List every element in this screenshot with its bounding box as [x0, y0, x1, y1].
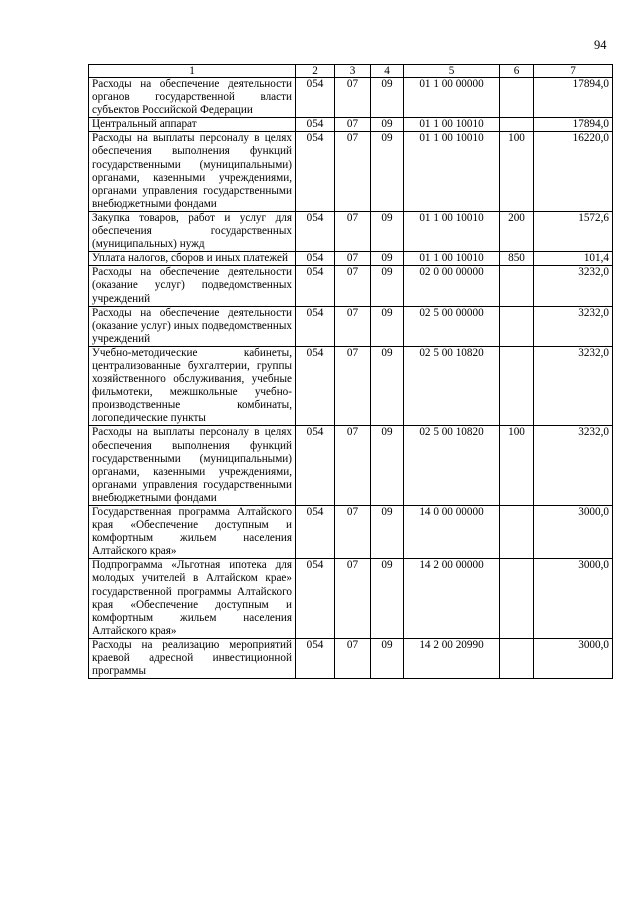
budget-table	[88, 64, 613, 679]
row-name-cell: Уплата налогов, сборов и иных платежей	[89, 252, 296, 266]
column-number: 3	[335, 65, 371, 78]
expense-type-cell	[500, 306, 534, 346]
table-row	[89, 118, 613, 132]
row-name-cell: Закупка товаров, работ и услуг для обеспечения государственных (муниципальных) нужд	[89, 211, 296, 251]
table-row	[89, 638, 613, 678]
subsection-code-cell: 09	[371, 266, 404, 306]
subsection-code-cell: 09	[371, 78, 404, 118]
row-name-cell: Центральный аппарат	[89, 118, 296, 132]
table-row	[89, 506, 613, 559]
ministry-code-cell: 054	[296, 78, 335, 118]
target-article-cell: 14 2 00 20990	[404, 638, 500, 678]
section-code-cell: 07	[335, 211, 371, 251]
expense-type-cell	[500, 118, 534, 132]
expense-type-cell: 100	[500, 426, 534, 506]
section-code-cell: 07	[335, 638, 371, 678]
expense-type-cell	[500, 506, 534, 559]
section-code-cell: 07	[335, 306, 371, 346]
row-name-cell: Расходы на выплаты персоналу в целях обеспечения выполнения функций государственными (муниципальными) органами, казенными учреждениями, органами управления государственными внебюджетными фондами	[89, 132, 296, 212]
amount-cell: 1572,6	[534, 211, 613, 251]
target-article-cell: 01 1 00 00000	[404, 78, 500, 118]
subsection-code-cell: 09	[371, 252, 404, 266]
ministry-code-cell: 054	[296, 118, 335, 132]
section-code-cell: 07	[335, 132, 371, 212]
section-code-cell: 07	[335, 346, 371, 426]
target-article-cell: 02 5 00 10820	[404, 426, 500, 506]
target-article-cell: 01 1 00 10010	[404, 118, 500, 132]
target-article-cell: 02 5 00 00000	[404, 306, 500, 346]
section-code-cell: 07	[335, 506, 371, 559]
subsection-code-cell: 09	[371, 211, 404, 251]
ministry-code-cell: 054	[296, 346, 335, 426]
subsection-code-cell: 09	[371, 346, 404, 426]
row-name-cell: Государственная программа Алтайского края «Обеспечение доступным и комфортным жильем населения Алтайского края»	[89, 506, 296, 559]
section-code-cell: 07	[335, 252, 371, 266]
table-row	[89, 306, 613, 346]
subsection-code-cell: 09	[371, 426, 404, 506]
ministry-code-cell: 054	[296, 266, 335, 306]
ministry-code-cell: 054	[296, 211, 335, 251]
expense-type-cell	[500, 559, 534, 639]
column-number-row	[89, 65, 613, 78]
ministry-code-cell: 054	[296, 638, 335, 678]
row-name-cell: Расходы на выплаты персоналу в целях обеспечения выполнения функций государственными (муниципальными) органами, казенными учреждениями, органами управления государственными внебюджетными фондами	[89, 426, 296, 506]
table-row	[89, 266, 613, 306]
row-name-cell: Расходы на обеспечение деятельности (оказание услуг) подведомственных учреждений	[89, 266, 296, 306]
table-row	[89, 559, 613, 639]
amount-cell: 3000,0	[534, 506, 613, 559]
row-name-cell: Учебно-методические кабинеты, централизованные бухгалтерии, группы хозяйственного обслуживания, учебные фильмотеки, межшкольные учебно-производственные комбинаты, логопедические пункты	[89, 346, 296, 426]
amount-cell: 17894,0	[534, 118, 613, 132]
ministry-code-cell: 054	[296, 506, 335, 559]
expense-type-cell	[500, 346, 534, 426]
table-row	[89, 346, 613, 426]
column-number: 7	[534, 65, 613, 78]
column-number: 4	[371, 65, 404, 78]
expense-type-cell: 100	[500, 132, 534, 212]
subsection-code-cell: 09	[371, 132, 404, 212]
page-number: 94	[594, 38, 607, 52]
ministry-code-cell: 054	[296, 306, 335, 346]
section-code-cell: 07	[335, 118, 371, 132]
row-name-cell: Подпрограмма «Льготная ипотека для молодых учителей в Алтайском крае» государственной программы Алтайского края «Обеспечение доступным и комфортным жильем населения Алтайского края»	[89, 559, 296, 639]
target-article-cell: 01 1 00 10010	[404, 252, 500, 266]
amount-cell: 3232,0	[534, 306, 613, 346]
expense-type-cell: 850	[500, 252, 534, 266]
target-article-cell: 02 0 00 00000	[404, 266, 500, 306]
column-number: 2	[296, 65, 335, 78]
table-row	[89, 252, 613, 266]
amount-cell: 3000,0	[534, 559, 613, 639]
table-row	[89, 132, 613, 212]
amount-cell: 16220,0	[534, 132, 613, 212]
expense-type-cell	[500, 78, 534, 118]
target-article-cell: 01 1 00 10010	[404, 132, 500, 212]
ministry-code-cell: 054	[296, 426, 335, 506]
ministry-code-cell: 054	[296, 252, 335, 266]
target-article-cell: 14 2 00 00000	[404, 559, 500, 639]
ministry-code-cell: 054	[296, 559, 335, 639]
amount-cell: 3000,0	[534, 638, 613, 678]
subsection-code-cell: 09	[371, 118, 404, 132]
column-number: 6	[500, 65, 534, 78]
section-code-cell: 07	[335, 426, 371, 506]
target-article-cell: 14 0 00 00000	[404, 506, 500, 559]
amount-cell: 3232,0	[534, 266, 613, 306]
expense-type-cell	[500, 638, 534, 678]
table-row	[89, 426, 613, 506]
amount-cell: 17894,0	[534, 78, 613, 118]
target-article-cell: 01 1 00 10010	[404, 211, 500, 251]
subsection-code-cell: 09	[371, 638, 404, 678]
row-name-cell: Расходы на обеспечение деятельности (оказание услуг) иных подведомственных учреждений	[89, 306, 296, 346]
amount-cell: 101,4	[534, 252, 613, 266]
expense-type-cell	[500, 266, 534, 306]
amount-cell: 3232,0	[534, 346, 613, 426]
expense-type-cell: 200	[500, 211, 534, 251]
target-article-cell: 02 5 00 10820	[404, 346, 500, 426]
subsection-code-cell: 09	[371, 506, 404, 559]
subsection-code-cell: 09	[371, 306, 404, 346]
section-code-cell: 07	[335, 559, 371, 639]
ministry-code-cell: 054	[296, 132, 335, 212]
row-name-cell: Расходы на обеспечение деятельности органов государственной власти субъектов Российской Федерации	[89, 78, 296, 118]
subsection-code-cell: 09	[371, 559, 404, 639]
table-row	[89, 211, 613, 251]
section-code-cell: 07	[335, 78, 371, 118]
row-name-cell: Расходы на реализацию мероприятий краевой адресной инвестиционной программы	[89, 638, 296, 678]
amount-cell: 3232,0	[534, 426, 613, 506]
table-row	[89, 78, 613, 118]
section-code-cell: 07	[335, 266, 371, 306]
column-number: 1	[89, 65, 296, 78]
column-number: 5	[404, 65, 500, 78]
